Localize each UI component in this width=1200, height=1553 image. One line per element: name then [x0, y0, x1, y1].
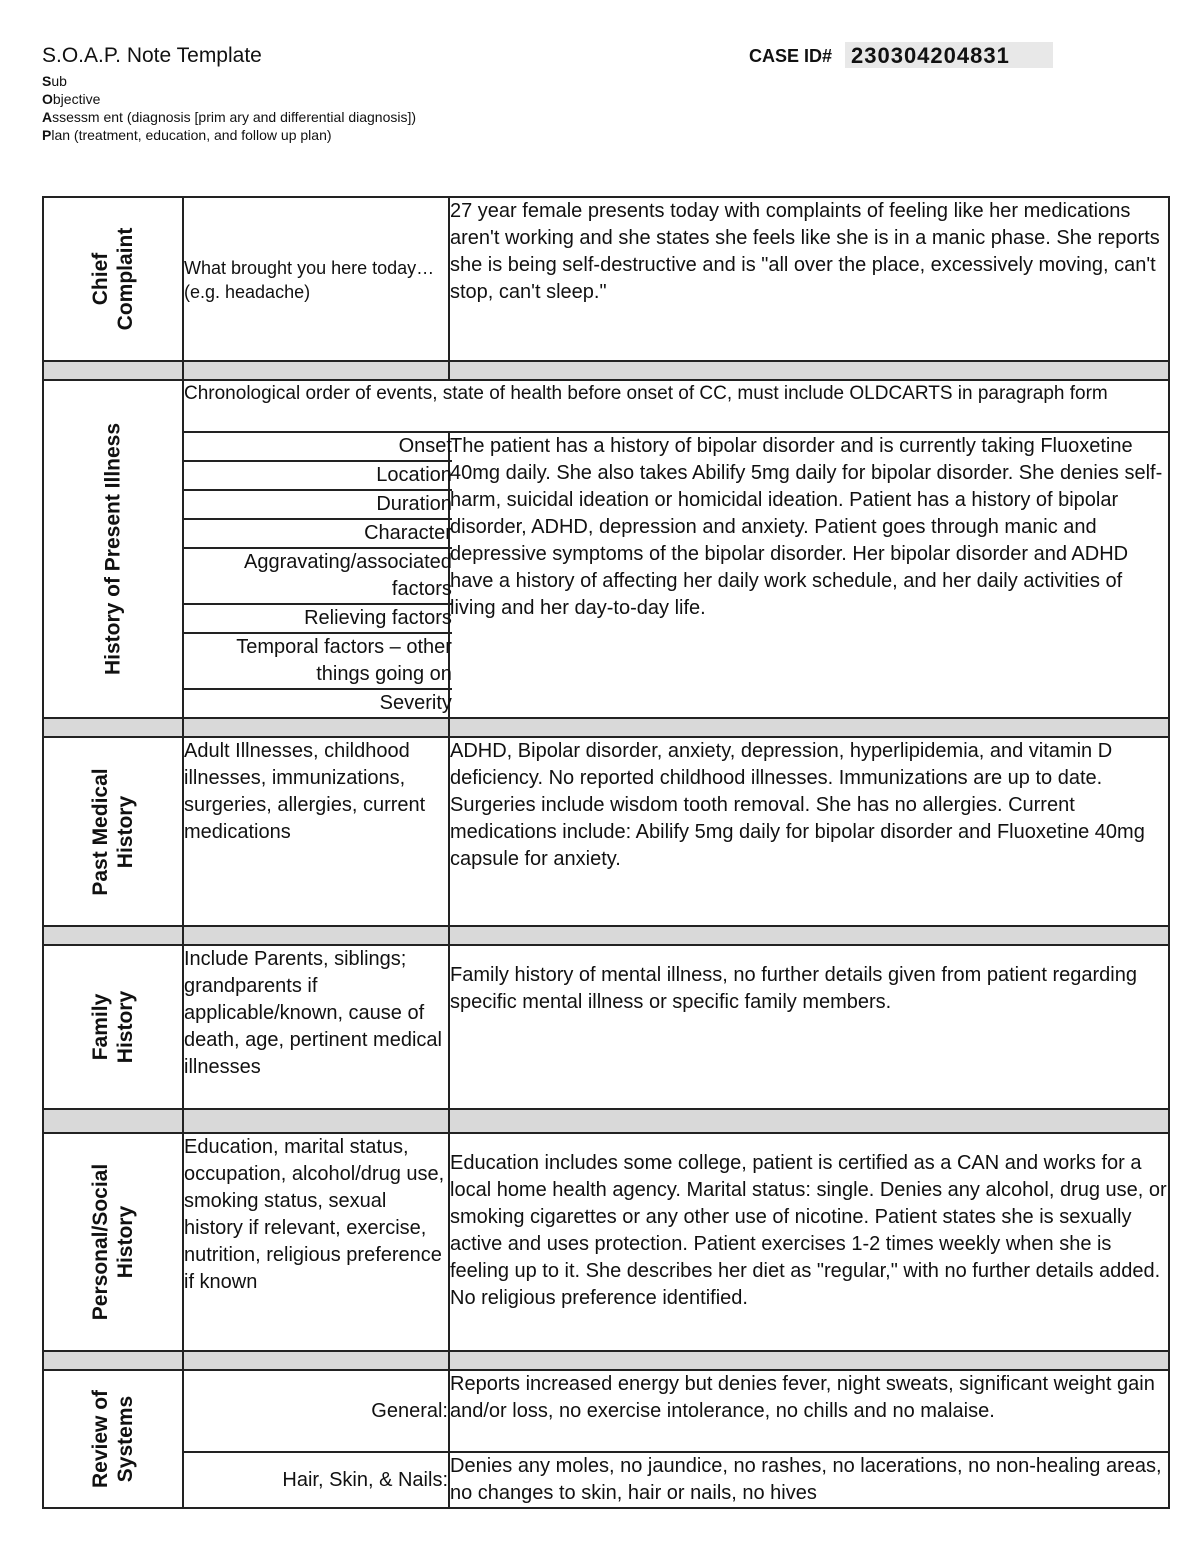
ros-general-label: General:	[183, 1370, 449, 1452]
chief-complaint-answer[interactable]: 27 year female presents today with complaints of feeling like her medications aren't working and she states she feels like she is in a manic phase. She reports she is being self-destructive and is "all over the place, excessively moving, can't stop, can't sleep."	[449, 197, 1169, 361]
hpi-instruction: Chronological order of events, state of health before onset of CC, must include OLDCARTS in paragraph form	[183, 380, 1169, 432]
oldcarts-duration: Duration	[184, 490, 452, 519]
chief-complaint-header: Chief Complaint	[43, 197, 183, 361]
legend-plan: Plan (treatment, education, and follow up plan)	[42, 127, 332, 143]
case-id-label: CASE ID#	[749, 46, 833, 66]
ros-header: Review of Systems	[43, 1370, 183, 1508]
ros-general-answer[interactable]: Reports increased energy but denies fever, night sweats, significant weight gain and/or loss, no exercise intolerance, no chills and no malaise.	[449, 1370, 1169, 1452]
hpi-header: History of Present Illness	[43, 380, 183, 718]
ros-skin-label: Hair, Skin, & Nails:	[183, 1452, 449, 1508]
family-guide: Include Parents, siblings; grandparents if applicable/known, cause of death, age, pertinent medical illnesses	[183, 945, 449, 1109]
legend-assessment: Assessm ent (diagnosis [prim ary and differential diagnosis])	[42, 109, 417, 125]
legend-objective: Objective	[42, 91, 101, 107]
social-row	[43, 1133, 1169, 1351]
legend-subjective: Sub	[42, 73, 67, 89]
oldcarts-temporal: Temporal factors – other things going on	[184, 633, 452, 689]
section-divider	[43, 1351, 1169, 1370]
family-answer[interactable]: Family history of mental illness, no further details given from patient regarding specific mental illness or specific family members.	[449, 945, 1169, 1109]
hpi-instruction-row	[43, 380, 1169, 432]
oldcarts-character: Character	[184, 519, 452, 548]
social-header: Personal/Social History	[43, 1133, 183, 1351]
chief-complaint-row	[43, 197, 1169, 361]
hpi-body-row	[43, 432, 1169, 718]
hpi-answer[interactable]: The patient has a history of bipolar disorder and is currently taking Fluoxetine 40mg daily. She also takes Abilify 5mg daily for bipolar disorder. She denies self-harm, suicidal ideation or homicidal ideation. Patient has a history of bipolar disorder, ADHD, depression and anxiety. Patient goes through manic and depressive symptoms of the bipolar disorder. Her bipolar disorder and ADHD have a history of affecting her daily work schedule, and her daily activities of living and her day-to-day life.	[449, 432, 1169, 718]
soap-legend	[42, 72, 416, 144]
oldcarts-list	[183, 432, 452, 718]
pmh-answer[interactable]: ADHD, Bipolar disorder, anxiety, depression, hyperlipidemia, and vitamin D deficiency. No reported childhood illnesses. Immunizations are up to date. Surgeries include wisdom tooth removal. She has no allergies. Current medications include: Abilify 5mg daily for bipolar disorder and Fluoxetine 40mg capsule for anxiety.	[449, 737, 1169, 926]
ros-general-row	[43, 1370, 1169, 1452]
chief-complaint-guide: What brought you here today…(e.g. headache)	[183, 197, 449, 361]
soap-table	[42, 196, 1170, 1509]
pmh-header: Past Medical History	[43, 737, 183, 926]
section-divider	[43, 361, 1169, 380]
social-answer[interactable]: Education includes some college, patient is certified as a CAN and works for a local home health agency. Marital status: single. Denies any alcohol, drug use, or smoking cigarettes or any other use of nicotine. Patient states she is sexually active and uses protection. Patient exercises 1-2 times weekly when she is feeling up to it. She describes her diet as "regular," with no further details added. No religious preference identified.	[449, 1133, 1169, 1351]
oldcarts-aggravating: Aggravating/associated factors	[184, 548, 452, 604]
section-divider	[43, 1109, 1169, 1133]
ros-skin-row	[43, 1452, 1169, 1508]
pmh-guide: Adult Illnesses, childhood illnesses, immunizations, surgeries, allergies, current medications	[183, 737, 449, 926]
oldcarts-onset: Onset	[184, 433, 452, 461]
ros-skin-answer[interactable]: Denies any moles, no jaundice, no rashes, no lacerations, no non-healing areas, no changes to skin, hair or nails, no hives	[449, 1452, 1169, 1508]
oldcarts-location: Location	[184, 461, 452, 490]
oldcarts-severity: Severity	[379, 692, 452, 714]
social-guide: Education, marital status, occupation, alcohol/drug use, smoking status, sexual history if relevant, exercise, nutrition, religious preference if known	[183, 1133, 449, 1351]
oldcarts-relieving: Relieving factors	[184, 604, 452, 633]
family-row	[43, 945, 1169, 1109]
page-title: S.O.A.P. Note Template	[42, 44, 262, 67]
section-divider	[43, 718, 1169, 737]
pmh-row	[43, 737, 1169, 926]
section-divider	[43, 926, 1169, 945]
family-header: Family History	[43, 945, 183, 1109]
case-id-value: 230304204831	[845, 42, 1053, 68]
